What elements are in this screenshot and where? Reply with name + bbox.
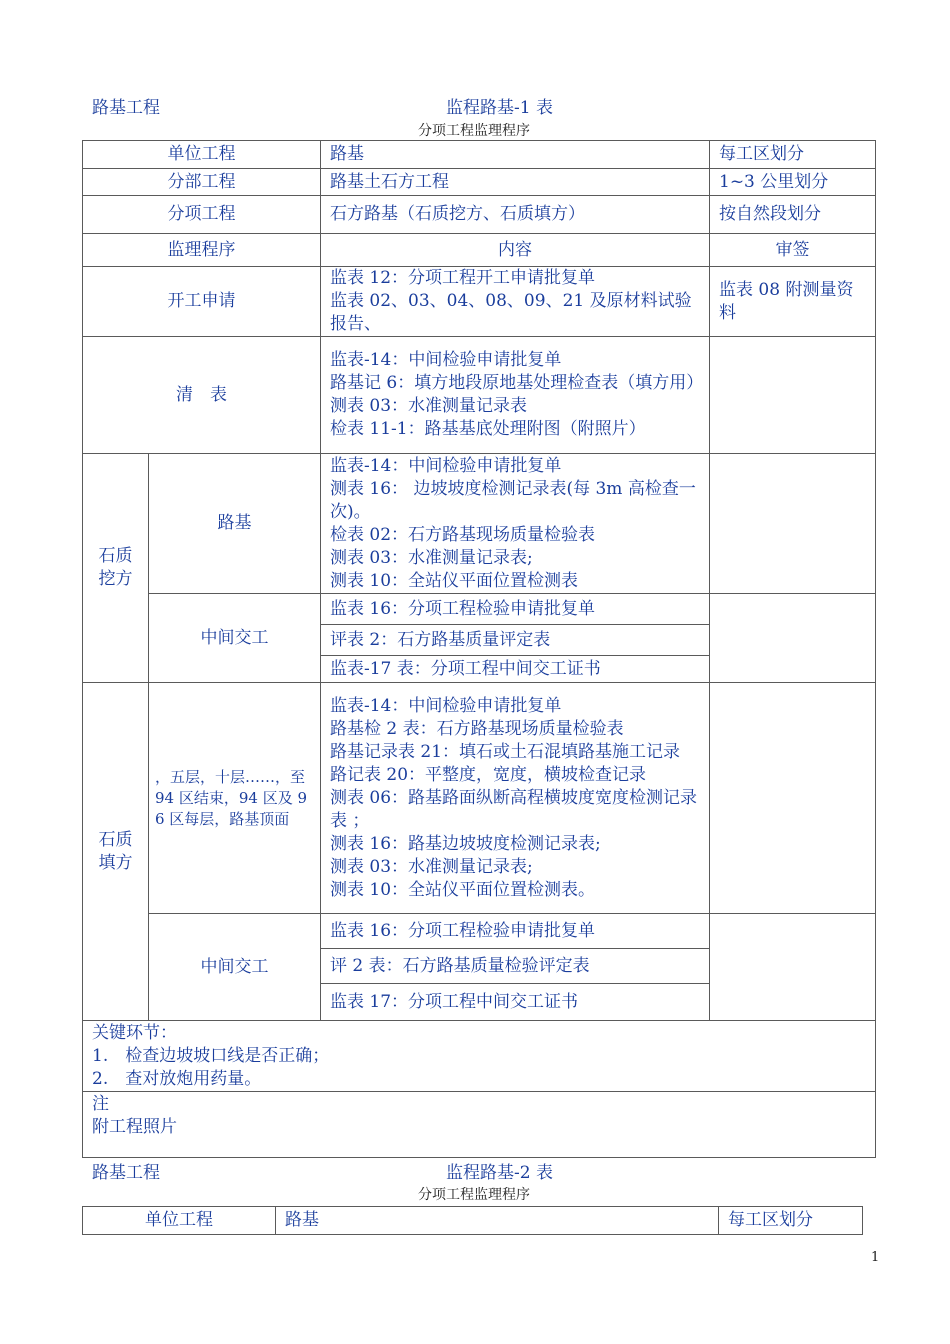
excavation-handover-audit xyxy=(710,625,876,656)
excavation-handover-label: 中间交工 xyxy=(149,594,321,683)
row-header xyxy=(83,234,876,267)
fill-roadbed-line: 监表-14：中间检验申请批复单 xyxy=(330,695,562,716)
start-content-line: 监表 02、03、04、08、09、21 及原材料试验报告、 xyxy=(330,291,692,334)
clear-content xyxy=(321,337,710,454)
unit-audit-2: 每工区划分 xyxy=(719,1207,863,1235)
excavation-handover-audit xyxy=(710,656,876,683)
section1-center-title: 监程路基-1 表 xyxy=(446,98,553,118)
key-points-title: 关键环节： xyxy=(92,1023,177,1043)
excavation-group-label xyxy=(83,454,149,683)
fill-roadbed-audit xyxy=(710,683,876,914)
fill-handover-audit xyxy=(710,949,876,984)
clear-audit xyxy=(710,337,876,454)
row-unit-2 xyxy=(83,1207,863,1235)
start-content xyxy=(321,267,710,337)
clear-content-line: 测表 03：水准测量记录表 xyxy=(330,396,528,416)
row-sub-part xyxy=(83,169,876,196)
row-fill-handover-1 xyxy=(83,914,876,949)
row-fill-roadbed xyxy=(83,683,876,914)
excavation-roadbed-line: 检表 02：石方路基现场质量检验表 xyxy=(330,524,596,545)
fill-group-text: 石质填方 xyxy=(98,829,133,873)
excavation-roadbed-audit xyxy=(710,454,876,594)
clear-content-line: 检表 11-1：路基基底处理附图（附照片） xyxy=(330,419,646,439)
key-points xyxy=(83,1021,876,1092)
note xyxy=(83,1092,876,1158)
fill-handover-audit xyxy=(710,984,876,1021)
page-number: 1 xyxy=(871,1250,880,1265)
fill-roadbed-line: 测表 16：路基边坡坡度检测记录表; xyxy=(330,833,601,854)
row-sub-item xyxy=(83,196,876,234)
section1-left-title: 路基工程 xyxy=(92,98,160,118)
excavation-group-text: 石质挖方 xyxy=(98,546,133,589)
fill-roadbed-line: 路记表 20：平整度，宽度，横坡检查记录 xyxy=(330,764,647,785)
clear-label: 清 表 xyxy=(83,337,321,454)
section2-center-title: 监程路基-2 表 xyxy=(446,1163,553,1183)
header-content: 内容 xyxy=(321,234,710,267)
unit-label-2: 单位工程 xyxy=(83,1207,276,1235)
unit-content-2: 路基 xyxy=(276,1207,719,1235)
excavation-handover-audit xyxy=(710,594,876,625)
header-procedure: 监理程序 xyxy=(83,234,321,267)
sub-item-audit: 按自然段划分 xyxy=(710,196,876,234)
section1-subtitle: 分项工程监理程序 xyxy=(418,123,530,139)
excavation-roadbed-line: 测表 03：水准测量记录表; xyxy=(330,547,533,568)
excavation-roadbed-line: 测表 10：全站仪平面位置检测表 xyxy=(330,570,579,591)
unit-content: 路基 xyxy=(321,141,710,169)
excavation-roadbed-content xyxy=(321,454,710,594)
start-audit-text: 监表 08 附测量资料 xyxy=(719,279,854,323)
excavation-roadbed-line: 测表 16： 边坡坡度检测记录表(每 3m 高检查一次)。 xyxy=(330,478,696,522)
fill-handover-content: 监表 17：分项工程中间交工证书 xyxy=(321,984,710,1021)
row-note xyxy=(83,1092,876,1158)
fill-roadbed-label xyxy=(149,683,321,914)
excavation-roadbed-line: 监表-14：中间检验申请批复单 xyxy=(330,455,562,476)
note-text: 附工程照片 xyxy=(92,1117,177,1137)
fill-roadbed-line: 路基记录表 21：填石或土石混填路基施工记录 xyxy=(330,741,681,762)
excavation-handover-content: 评表 2：石方路基质量评定表 xyxy=(321,625,710,656)
sub-part-content: 路基土石方工程 xyxy=(321,169,710,196)
row-excavation-handover-1 xyxy=(83,594,876,625)
clear-content-line: 路基记 6：填方地段原地基处理检查表（填方用） xyxy=(330,373,704,393)
excavation-handover-content: 监表-17 表：分项工程中间交工证书 xyxy=(321,656,710,683)
key-point-item: 2. 查对放炮用药量。 xyxy=(92,1069,262,1089)
row-unit xyxy=(83,141,876,169)
sub-part-audit: 1~3 公里划分 xyxy=(710,169,876,196)
row-key-points xyxy=(83,1021,876,1092)
fill-roadbed-line: 测表 06：路基路面纵断高程横坡度宽度检测记录表 ； xyxy=(330,787,698,831)
fill-roadbed-label-text: ，五层，十层……，至 94 区结束，94 区及 96 区每层，路基顶面 xyxy=(155,767,308,828)
sub-item-content: 石方路基（石质挖方、石质填方） xyxy=(321,196,710,234)
fill-handover-content: 监表 16：分项工程检验申请批复单 xyxy=(321,914,710,949)
fill-handover-label: 中间交工 xyxy=(149,914,321,1021)
key-point-item: 1. 检查边坡坡口线是否正确； xyxy=(92,1046,330,1066)
clear-content-line: 监表-14：中间检验申请批复单 xyxy=(330,350,562,370)
fill-roadbed-content xyxy=(321,683,710,914)
sub-item-label: 分项工程 xyxy=(83,196,321,234)
section2-subtitle: 分项工程监理程序 xyxy=(418,1187,530,1203)
supervision-table-2 xyxy=(82,1206,863,1235)
header-audit: 审签 xyxy=(710,234,876,267)
fill-roadbed-line: 路基检 2 表：石方路基现场质量检验表 xyxy=(330,718,624,739)
fill-roadbed-line: 测表 10：全站仪平面位置检测表。 xyxy=(330,879,596,900)
row-excavation-roadbed xyxy=(83,454,876,594)
unit-label: 单位工程 xyxy=(83,141,321,169)
sub-part-label: 分部工程 xyxy=(83,169,321,196)
row-start-application xyxy=(83,267,876,337)
excavation-roadbed-label: 路基 xyxy=(149,454,321,594)
start-audit xyxy=(710,267,876,337)
row-clear xyxy=(83,337,876,454)
start-label: 开工申请 xyxy=(83,267,321,337)
unit-audit: 每工区划分 xyxy=(710,141,876,169)
fill-handover-audit xyxy=(710,914,876,949)
excavation-handover-content: 监表 16：分项工程检验申请批复单 xyxy=(321,594,710,625)
fill-roadbed-line: 测表 03：水准测量记录表; xyxy=(330,856,533,877)
start-content-line: 监表 12：分项工程开工申请批复单 xyxy=(330,268,596,288)
note-title: 注 xyxy=(92,1094,109,1114)
fill-group-label xyxy=(83,683,149,1021)
section2-left-title: 路基工程 xyxy=(92,1163,160,1183)
fill-handover-content: 评 2 表：石方路基质量检验评定表 xyxy=(321,949,710,984)
supervision-table-1 xyxy=(82,140,876,1158)
